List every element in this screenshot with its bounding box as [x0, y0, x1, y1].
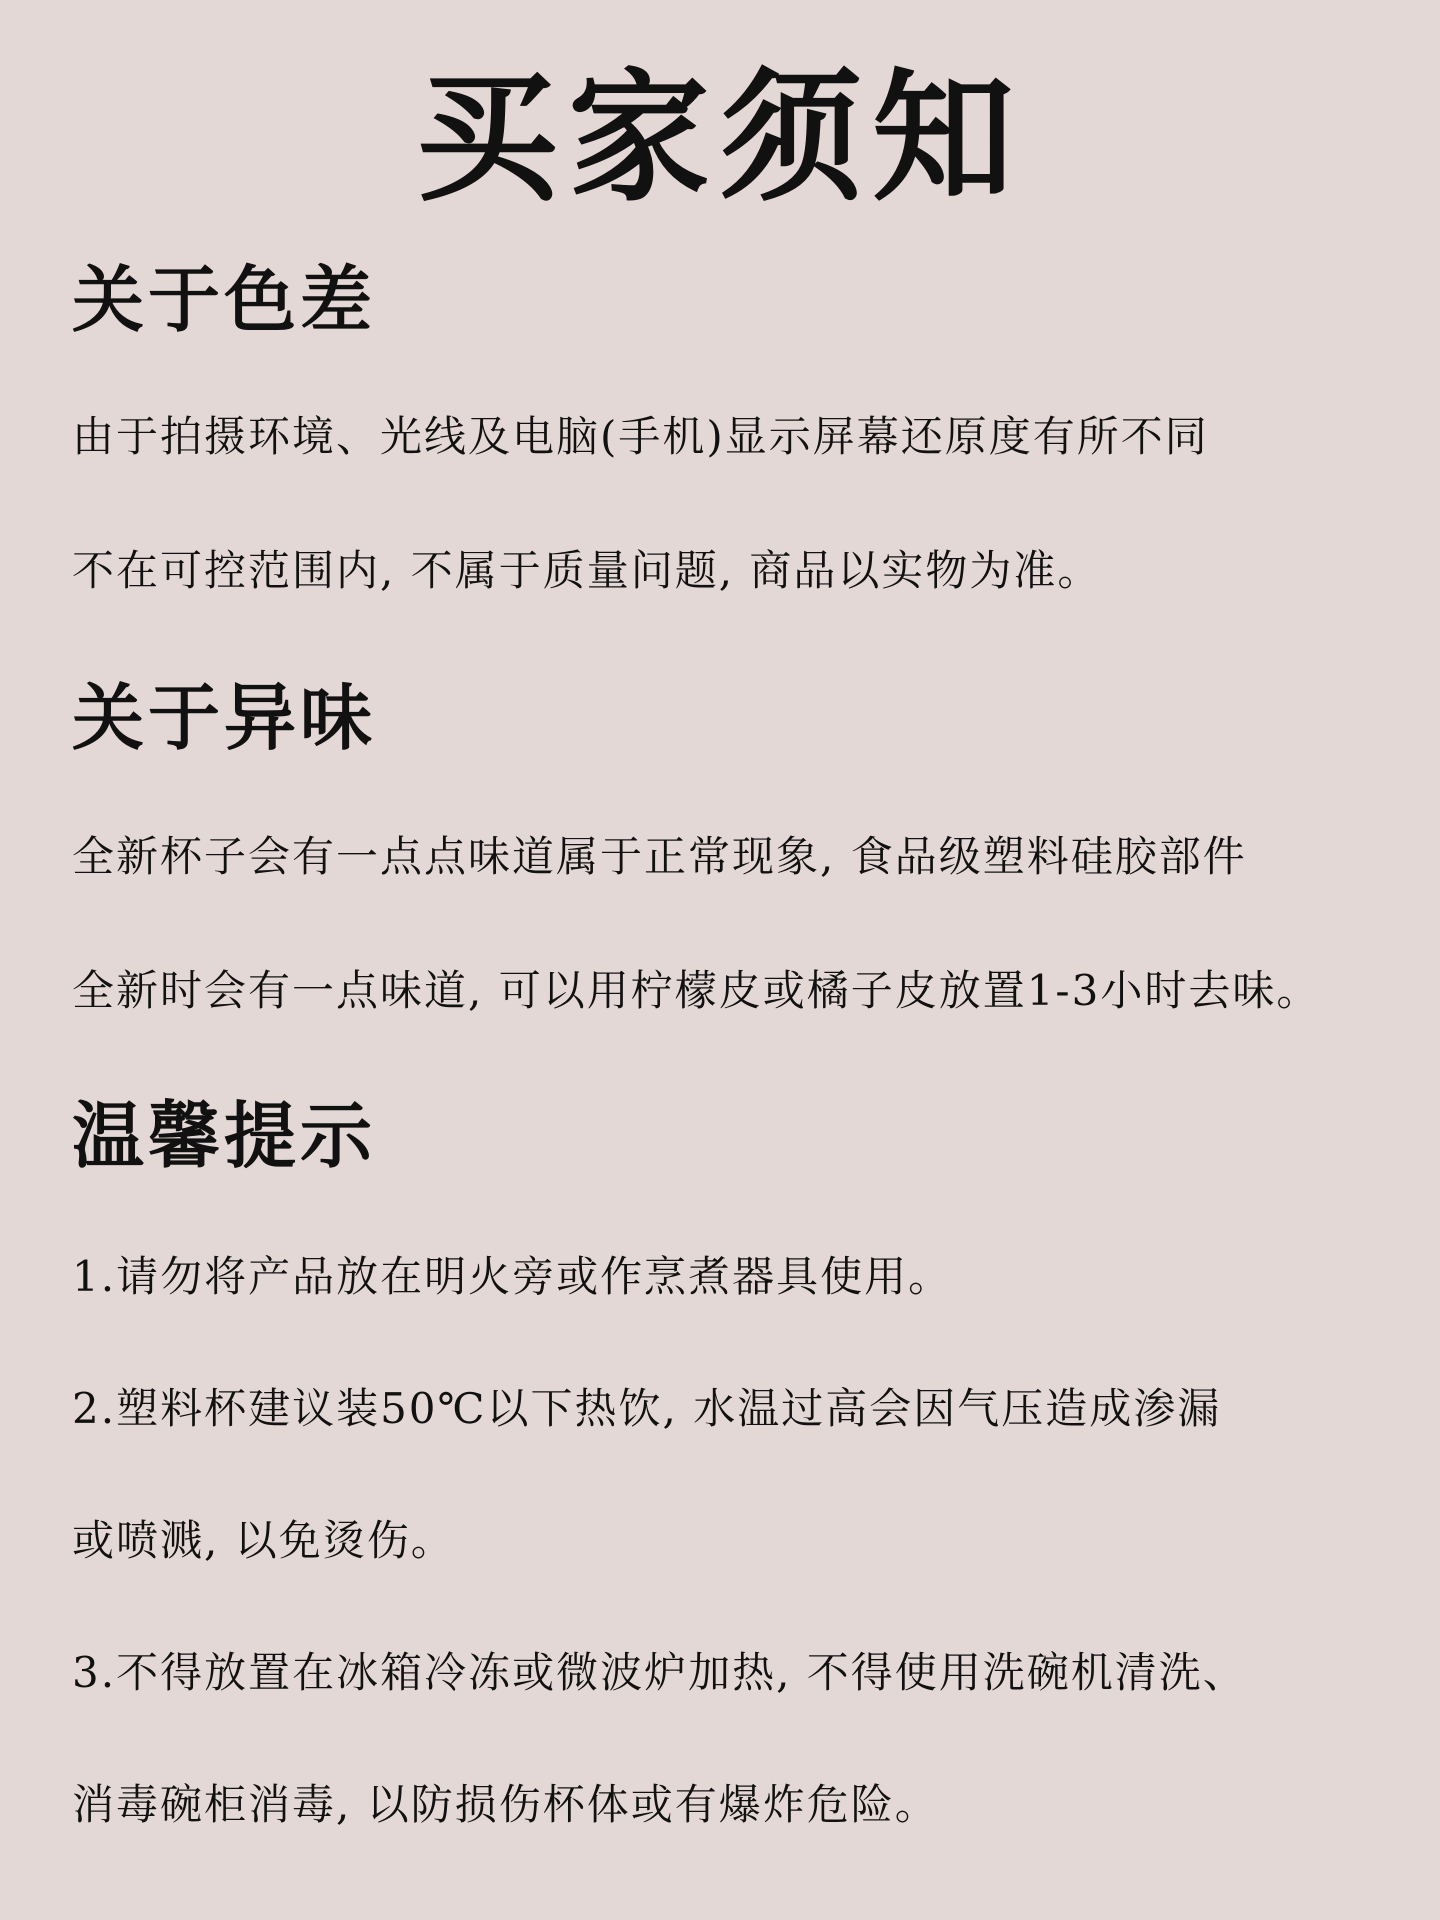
odor-line-2: 全新时会有一点味道, 可以用柠檬皮或橘子皮放置1-3小时去味。 [72, 966, 1321, 1015]
tip-line-3: 或喷溅, 以免烫伤。 [72, 1516, 455, 1565]
section-heading-odor: 关于异味 [72, 675, 377, 760]
color-difference-line-2: 不在可控范围内, 不属于质量问题, 商品以实物为准。 [72, 546, 1102, 595]
tip-line-5: 消毒碗柜消毒, 以防损伤杯体或有爆炸危险。 [72, 1780, 939, 1829]
odor-line-1: 全新杯子会有一点点味道属于正常现象, 食品级塑料硅胶部件 [72, 832, 1247, 881]
section-heading-warm-tips: 温馨提示 [72, 1093, 377, 1178]
page-title: 买家须知 [416, 55, 1024, 221]
section-heading-color-difference: 关于色差 [72, 257, 377, 342]
tip-line-4: 3.不得放置在冰箱冷冻或微波炉加热, 不得使用洗碗机清洗、 [72, 1648, 1247, 1697]
color-difference-line-1: 由于拍摄环境、光线及电脑(手机)显示屏幕还原度有所不同 [72, 412, 1209, 461]
tip-line-2: 2.塑料杯建议装50℃以下热饮, 水温过高会因气压造成渗漏 [72, 1384, 1222, 1433]
tip-line-1: 1.请勿将产品放在明火旁或作烹煮器具使用。 [72, 1252, 953, 1301]
